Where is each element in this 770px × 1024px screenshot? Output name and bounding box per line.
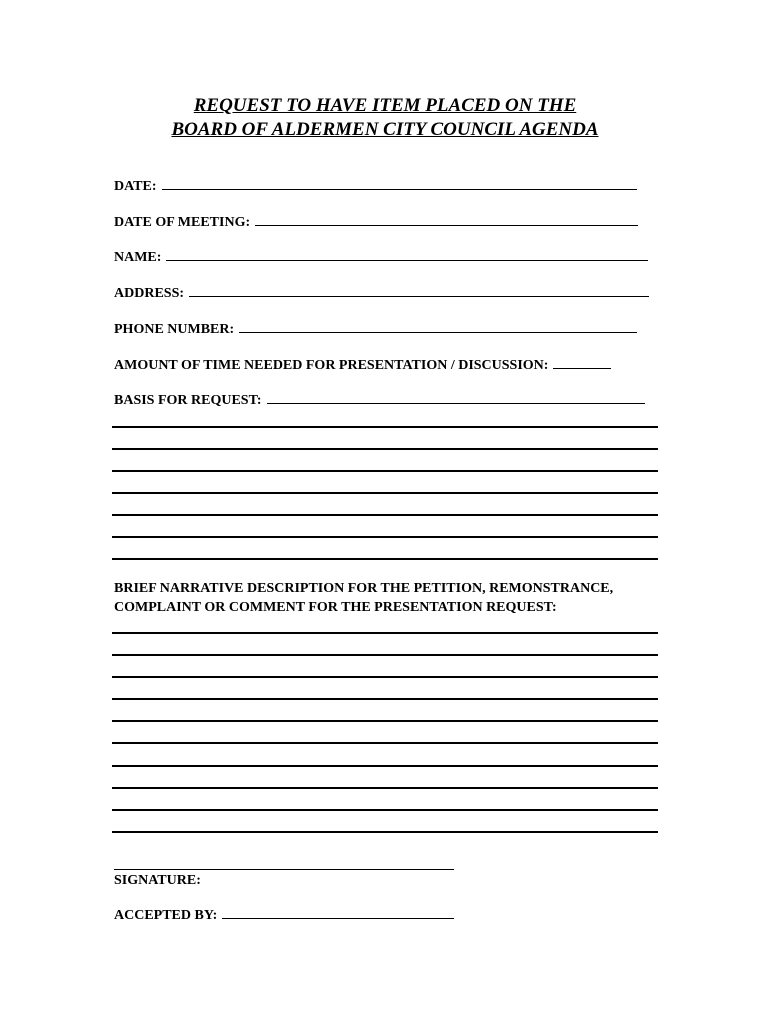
basis-for-request-blank[interactable] — [267, 391, 645, 404]
accepted-by-label: ACCEPTED BY: — [114, 908, 218, 923]
basis-writing-line[interactable] — [112, 536, 658, 538]
date-of-meeting-field — [114, 213, 638, 232]
narrative-writing-line[interactable] — [112, 787, 658, 789]
phone-number-blank[interactable] — [239, 320, 637, 333]
narrative-heading-line-2: COMPLAINT OR COMMENT FOR THE PRESENTATION REQUEST: — [114, 600, 557, 615]
basis-writing-line[interactable] — [112, 514, 658, 516]
phone-number-label: PHONE NUMBER: — [114, 322, 235, 337]
narrative-writing-line[interactable] — [112, 676, 658, 678]
basis-for-request-label: BASIS FOR REQUEST: — [114, 393, 262, 408]
basis-writing-line[interactable] — [112, 448, 658, 450]
accepted-by-field — [114, 906, 454, 925]
signature-label: SIGNATURE: — [114, 873, 201, 888]
amount-of-time-field — [114, 356, 611, 375]
address-blank[interactable] — [189, 284, 649, 297]
name-blank[interactable] — [166, 248, 648, 261]
basis-writing-line[interactable] — [112, 470, 658, 472]
basis-writing-line[interactable] — [112, 426, 658, 428]
date-field — [114, 177, 637, 196]
narrative-writing-line[interactable] — [112, 742, 658, 744]
accepted-by-blank[interactable] — [222, 906, 454, 919]
date-of-meeting-blank[interactable] — [255, 213, 638, 226]
signature-line[interactable] — [114, 869, 454, 870]
narrative-writing-line[interactable] — [112, 654, 658, 656]
narrative-writing-line[interactable] — [112, 720, 658, 722]
narrative-writing-line[interactable] — [112, 809, 658, 811]
narrative-writing-line[interactable] — [112, 831, 658, 833]
name-label: NAME: — [114, 250, 162, 265]
address-field — [114, 284, 649, 303]
basis-writing-line[interactable] — [112, 492, 658, 494]
narrative-heading-line-1: BRIEF NARRATIVE DESCRIPTION FOR THE PETITION, REMONSTRANCE, — [114, 581, 614, 596]
narrative-writing-line[interactable] — [112, 632, 658, 634]
basis-for-request-field — [114, 391, 645, 410]
date-label: DATE: — [114, 179, 157, 194]
name-field — [114, 248, 648, 267]
narrative-writing-line[interactable] — [112, 765, 658, 767]
form-title-line-2: BOARD OF ALDERMEN CITY COUNCIL AGENDA — [171, 119, 599, 140]
narrative-writing-line[interactable] — [112, 698, 658, 700]
form-title-line-1: REQUEST TO HAVE ITEM PLACED ON THE — [193, 95, 577, 116]
amount-of-time-blank[interactable] — [553, 356, 611, 369]
date-blank[interactable] — [162, 177, 637, 190]
amount-of-time-label: AMOUNT OF TIME NEEDED FOR PRESENTATION / DISCUSSION: — [114, 358, 549, 373]
phone-number-field — [114, 320, 637, 339]
basis-writing-line[interactable] — [112, 558, 658, 560]
date-of-meeting-label: DATE OF MEETING: — [114, 215, 251, 230]
address-label: ADDRESS: — [114, 286, 185, 301]
